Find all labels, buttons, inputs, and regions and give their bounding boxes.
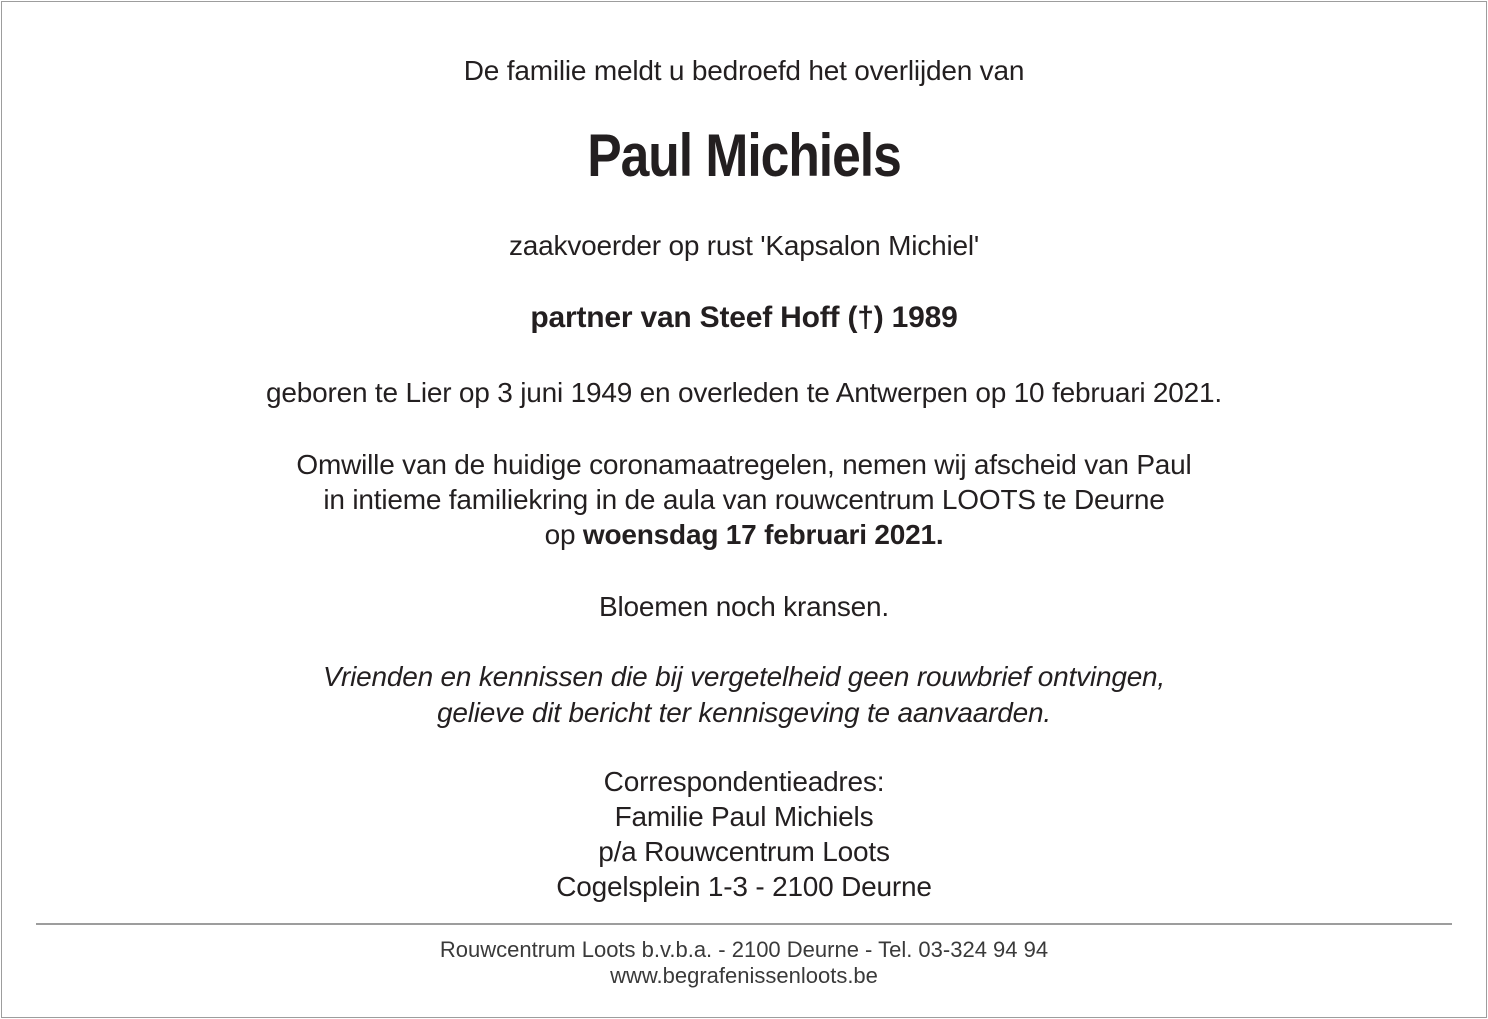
farewell-line-1: Omwille van de huidige coronamaatregelen, nemen wij afscheid van Paul: [296, 449, 1192, 480]
notice-line-2: gelieve dit bericht ter kennisgeving te aanvaarden.: [437, 697, 1051, 728]
correspondence-name: Familie Paul Michiels: [614, 801, 874, 832]
intro-text: De familie meldt u bedroefd het overlijden van: [463, 55, 1025, 86]
farewell-line-3: [0, 518, 1488, 552]
correspondence-address: Cogelsplein 1-3 - 2100 Deurne: [556, 871, 932, 902]
flowers-text: Bloemen noch kransen.: [599, 591, 889, 622]
correspondence-care-of: p/a Rouwcentrum Loots: [598, 836, 890, 867]
footer-divider: [36, 923, 1452, 925]
farewell-date: woensdag 17 februari 2021.: [582, 519, 944, 550]
notice-line-1: Vrienden en kennissen die bij vergetelheid geen rouwbrief ontvingen,: [322, 661, 1166, 692]
deceased-name: Paul Michiels: [587, 122, 901, 189]
partner-text: partner van Steef Hoff (†) 1989: [530, 301, 958, 334]
footer-company-line: Rouwcentrum Loots b.v.b.a. - 2100 Deurne - Tel. 03-324 94 94: [439, 937, 1049, 962]
footer-website-link[interactable]: www.begrafenissenloots.be: [610, 963, 878, 988]
farewell-date-prefix: op: [544, 519, 583, 550]
correspondence-heading: Correspondentieadres:: [603, 766, 885, 797]
occupation-text: zaakvoerder op rust 'Kapsalon Michiel': [509, 230, 979, 261]
birth-death-text: geboren te Lier op 3 juni 1949 en overleden te Antwerpen op 10 februari 2021.: [266, 377, 1222, 408]
farewell-line-2: in intieme familiekring in de aula van rouwcentrum LOOTS te Deurne: [323, 484, 1165, 515]
